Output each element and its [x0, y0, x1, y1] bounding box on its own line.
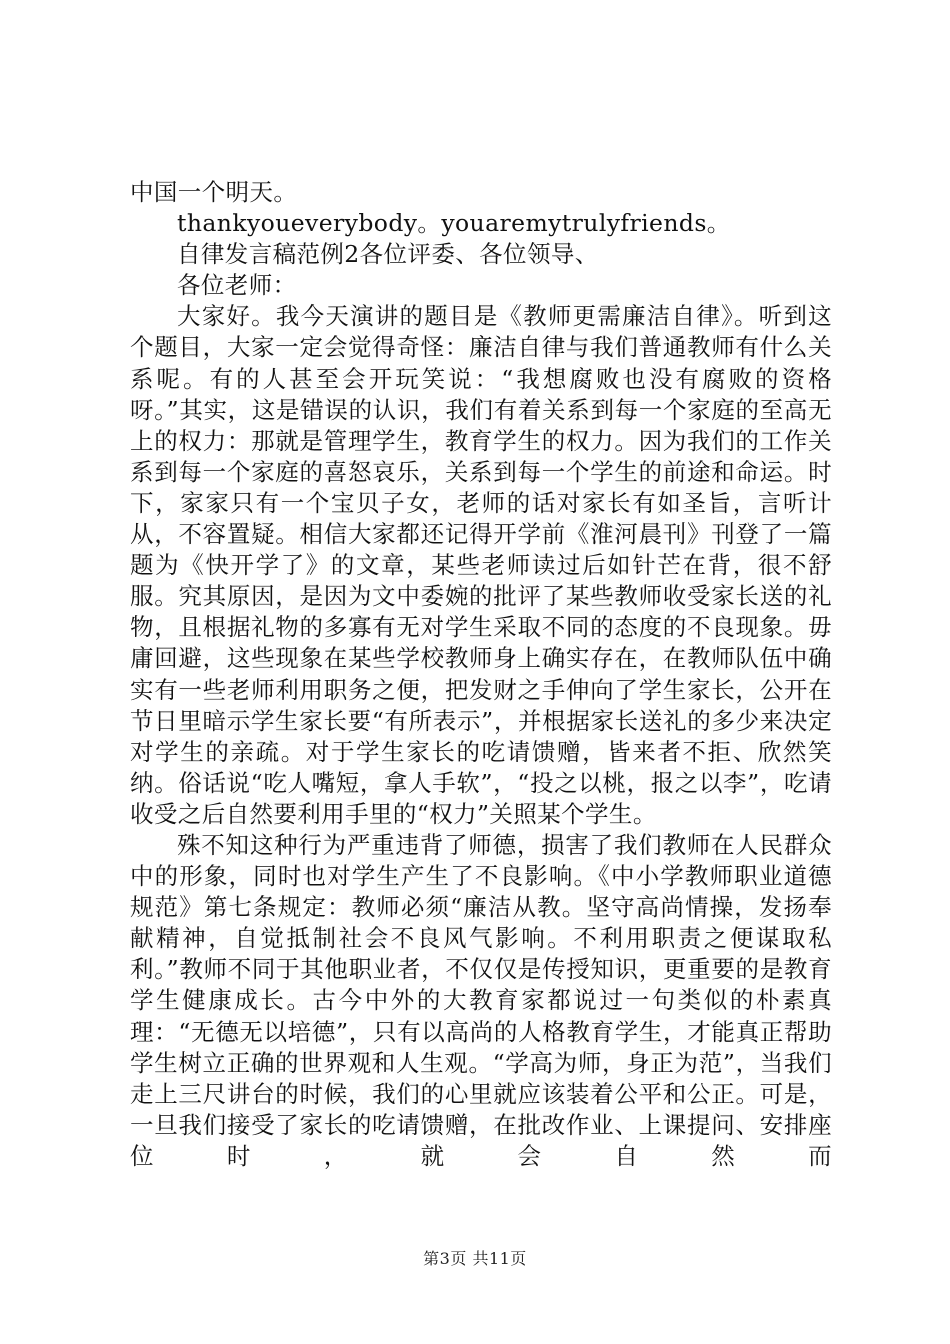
paragraph: 中国一个明天。: [130, 178, 298, 206]
paragraph: 大家好。我今天演讲的题目是《教师更需廉洁自律》。听到这个题目，大家一定会觉得奇怪：廉洁自律与我们普通教师有什么关系呢。有的人甚至会开玩笑说：“我想腐败也没有腐败的资格呀。”其实，这是错误的认识，我们有着关系到每一个家庭的至高无上的权力：那就是管理学生，教育学生的权力。因为我们的工作关系到每一个家庭的喜怒哀乐，关系到每一个学生的前途和命运。时下，家家只有一个宝贝子女，老师的话对家长有如圣旨，言听计从，不容置疑。相信大家都还记得开学前《淮河晨刊》刊登了一篇题为《快开学了》的文章，某些老师读过后如针芒在背，很不舒服。究其原因，是因为文中委婉的批评了某些教师收受家长送的礼物，且根据礼物的多寡有无对学生采取不同的态度的不良现象。毋庸回避，这些现象在某些学校教师身上确实存在，在教师队伍中确实有一些老师利用职务之便，把发财之手伸向了学生家长，公开在节日里暗示学生家长要“有所表示”，并根据家长送礼的多少来决定对学生的亲疏。对于学生家长的吃请馈赠，皆来者不拒、欣然笑纳。俗话说“吃人嘴短，拿人手软”，“投之以桃，报之以李”，吃请收受之后自然要利用手里的“权力”关照某个学生。: [130, 302, 832, 828]
page-number: 第3页 共11页: [423, 1249, 527, 1268]
paragraph: 各位老师：: [177, 271, 297, 300]
paragraph: 自律发言稿范例2各位评委、各位领导、: [177, 240, 599, 269]
paragraph: 殊不知这种行为严重违背了师德，损害了我们教师在人民群众中的形象，同时也对学生产生了不良影响。《中小学教师职业道德规范》第七条规定：教师必须“廉洁从教。坚守高尚情操，发扬奉献精神，自觉抵制社会不良风气影响。不利用职责之便谋取私利。”教师不同于其他职业者，不仅仅是传授知识，更重要的是教育学生健康成长。古今中外的大教育家都说过一句类似的朴素真理：“无德无以培德”，只有以高尚的人格教育学生，才能真正帮助学生树立正确的世界观和人生观。“学高为师，身正为范”，当我们走上三尺讲台的时候，我们的心里就应该装着公平和公正。可是，一旦我们接受了家长的吃请馈赠，在批改作业、上课提问、安排座位时，就会自然而: [130, 830, 832, 1170]
document-body: [130, 177, 832, 1172]
page-footer: [0, 1246, 950, 1269]
paragraph: thankyoueverybody。youaremytrulyfriends。: [177, 209, 731, 238]
